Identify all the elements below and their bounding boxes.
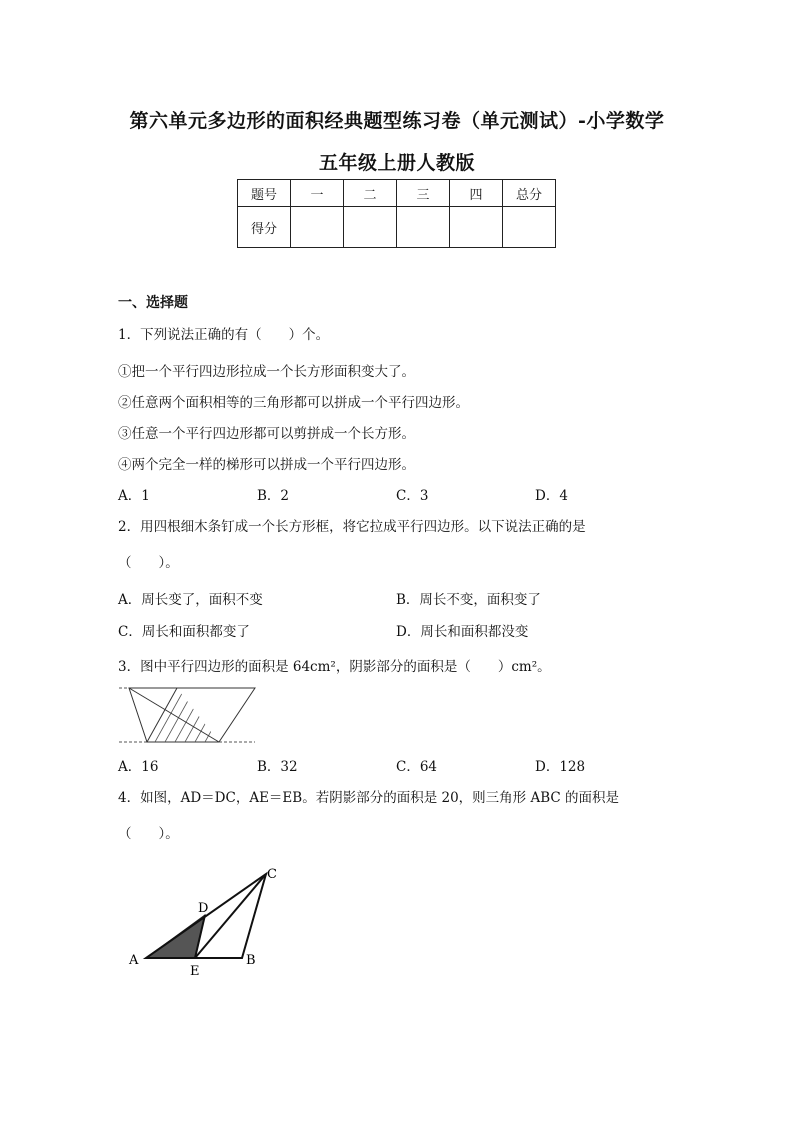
score-header-cell: 总分 bbox=[503, 180, 556, 207]
q3-option-c[interactable]: C．64 bbox=[396, 759, 438, 775]
score-header-cell: 题号 bbox=[238, 180, 291, 207]
page-subtitle: 五年级上册人教版 bbox=[318, 152, 475, 174]
score-table-score-row bbox=[238, 207, 556, 248]
score-table-header-row bbox=[238, 180, 556, 207]
q2-option-b[interactable]: B．周长不变，面积变了 bbox=[396, 592, 541, 608]
score-cell[interactable] bbox=[397, 207, 450, 248]
point-label-b: B bbox=[246, 953, 256, 968]
score-header-cell: 一 bbox=[291, 180, 344, 207]
q4-triangle-figure bbox=[120, 860, 290, 985]
score-cell[interactable] bbox=[503, 207, 556, 248]
point-label-d: D bbox=[198, 901, 209, 916]
q1-statement: ③任意一个平行四边形都可以剪拼成一个长方形。 bbox=[118, 426, 415, 442]
score-header-cell: 四 bbox=[450, 180, 503, 207]
q3-parallelogram-figure bbox=[115, 684, 265, 748]
point-label-e: E bbox=[190, 964, 200, 979]
score-header-cell: 三 bbox=[397, 180, 450, 207]
score-cell[interactable] bbox=[450, 207, 503, 248]
point-label-c: C bbox=[267, 867, 277, 882]
point-label-a: A bbox=[129, 953, 139, 968]
q1-option-d[interactable]: D．4 bbox=[535, 488, 568, 504]
q2-option-a[interactable]: A．周长变了，面积不变 bbox=[118, 592, 263, 608]
q1-statement: ④两个完全一样的梯形可以拼成一个平行四边形。 bbox=[118, 457, 415, 473]
q2-option-c[interactable]: C．周长和面积都变了 bbox=[118, 624, 250, 640]
q3-option-a[interactable]: A．16 bbox=[118, 759, 159, 775]
q1-statement: ②任意两个面积相等的三角形都可以拼成一个平行四边形。 bbox=[118, 395, 469, 411]
q1-statement: ①把一个平行四边形拉成一个长方形面积变大了。 bbox=[118, 364, 415, 380]
section-heading: 一、选择题 bbox=[118, 295, 188, 311]
q3-option-d[interactable]: D．128 bbox=[535, 759, 586, 775]
score-cell[interactable] bbox=[344, 207, 397, 248]
q1-option-b[interactable]: B．2 bbox=[257, 488, 290, 504]
q2-stem-continued: （ ）。 bbox=[118, 555, 179, 571]
q1-stem: 1．下列说法正确的有（ ）个。 bbox=[118, 327, 330, 343]
score-cell[interactable] bbox=[291, 207, 344, 248]
score-table bbox=[237, 179, 556, 248]
q4-stem: 4．如图，AD＝DC，AE＝EB。若阴影部分的面积是 20，则三角形 ABC 的面积是 bbox=[118, 790, 619, 806]
score-row-label: 得分 bbox=[238, 207, 291, 248]
page-title: 第六单元多边形的面积经典题型练习卷（单元测试）-小学数学 bbox=[129, 110, 665, 132]
score-header-cell: 二 bbox=[344, 180, 397, 207]
q4-stem-continued: （ ）。 bbox=[118, 826, 179, 842]
q1-option-c[interactable]: C．3 bbox=[396, 488, 429, 504]
q2-stem: 2．用四根细木条钉成一个长方形框，将它拉成平行四边形。以下说法正确的是 bbox=[118, 519, 586, 535]
q3-stem: 3．图中平行四边形的面积是 64cm²，阴影部分的面积是（ ）cm²。 bbox=[118, 659, 551, 675]
q3-option-b[interactable]: B．32 bbox=[257, 759, 298, 775]
q2-option-d[interactable]: D．周长和面积都没变 bbox=[396, 624, 529, 640]
q1-option-a[interactable]: A．1 bbox=[118, 488, 150, 504]
